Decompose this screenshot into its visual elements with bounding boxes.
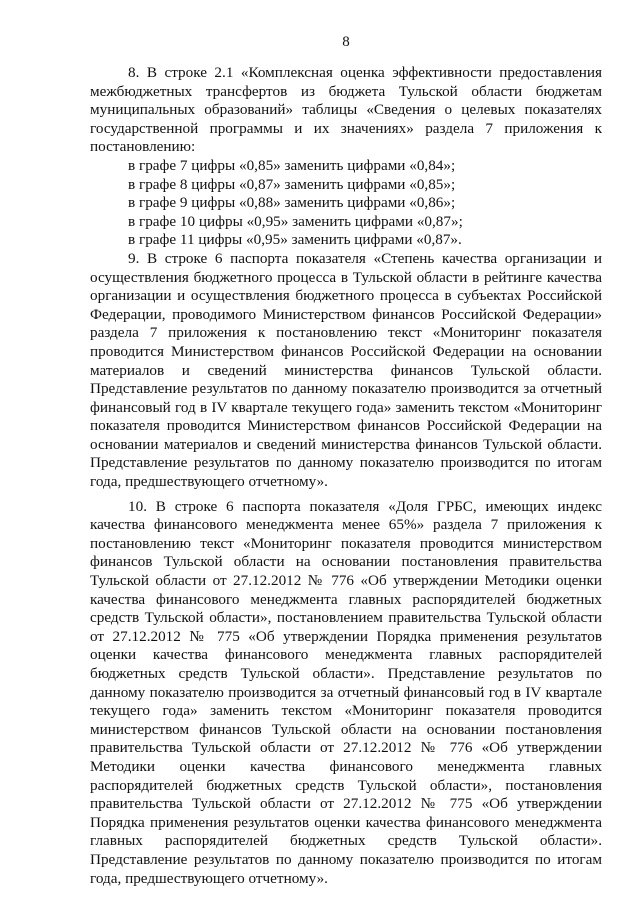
list-item-column-9: в графе 9 цифры «0,88» заменить цифрами «0,86»; bbox=[128, 194, 456, 212]
paragraph-item-8: 8. В строке 2.1 «Комплексная оценка эффективности предоставления межбюджетных трансфертов из бюджета Тульской области бюджетам муниципальных образований» таблицы «Сведения о целевых показателях государственной программы и их значениях» раздела 7 приложения к постановлению: bbox=[90, 64, 602, 156]
paragraph-item-9: 9. В строке 6 паспорта показателя «Степень качества организации и осуществления бюджетного процесса в Тульской области в рейтинге качества организации и осуществления бюджетного процесса в субъектах Российской Федерации, проводимого Министерством финансов Российской Федерации» раздела 7 приложения к постановлению текст «Мониторинг показателя проводится Министерством финансов Российской Федерации на основании материалов и сведений министерства финансов Тульской области. Представление результатов по данному показателю производится за отчетный финансовый год в IV квартале текущего года» заменить текстом «Мониторинг показателя проводится Министерством финансов Российской Федерации на основании материалов и сведений министерства финансов Тульской области. Представление результатов по данному показателю производится по итогам года, предшествующего отчетному». bbox=[90, 249, 602, 491]
list-item-column-10: в графе 10 цифры «0,95» заменить цифрами «0,87»; bbox=[128, 212, 463, 230]
list-item-column-7: в графе 7 цифры «0,85» заменить цифрами «0,84»; bbox=[128, 156, 456, 174]
list-item-column-11: в графе 11 цифры «0,95» заменить цифрами «0,87». bbox=[128, 231, 462, 249]
list-item-column-8: в графе 8 цифры «0,87» заменить цифрами «0,85»; bbox=[128, 175, 456, 193]
page-number: 8 bbox=[342, 34, 350, 50]
document-body bbox=[90, 64, 602, 888]
paragraph-item-10: 10. В строке 6 паспорта показателя «Доля ГРБС, имеющих индекс качества финансового менеджмента менее 65%» раздела 7 приложения к постановлению текст «Мониторинг показателя проводится министерством финансов Тульской области на основании постановления правительства Тульской области от 27.12.2012 № 776 «Об утверждении Методики оценки качества финансового менеджмента главных распорядителей бюджетных средств Тульской области», постановлением правительства Тульской области от 27.12.2012 № 775 «Об утверждении Порядка применения результатов оценки качества финансового менеджмента главных распорядителей бюджетных средств Тульской области». Представление результатов по данному показателю производится за отчетный финансовый год в IV квартале текущего года» заменить текстом «Мониторинг показателя проводится министерством финансов Тульской области на основании постановления правительства Тульской области от 27.12.2012 № 776 «Об утверждении Методики оценки качества финансового менеджмента главных распорядителей бюджетных средств Тульской области», постановления правительства Тульской области от 27.12.2012 № 775 «Об утверждении Порядка применения результатов оценки качества финансового менеджмента главных распорядителей бюджетных средств Тульской области». Представление результатов по данному показателю производится по итогам года, предшествующего отчетному». bbox=[90, 497, 602, 887]
